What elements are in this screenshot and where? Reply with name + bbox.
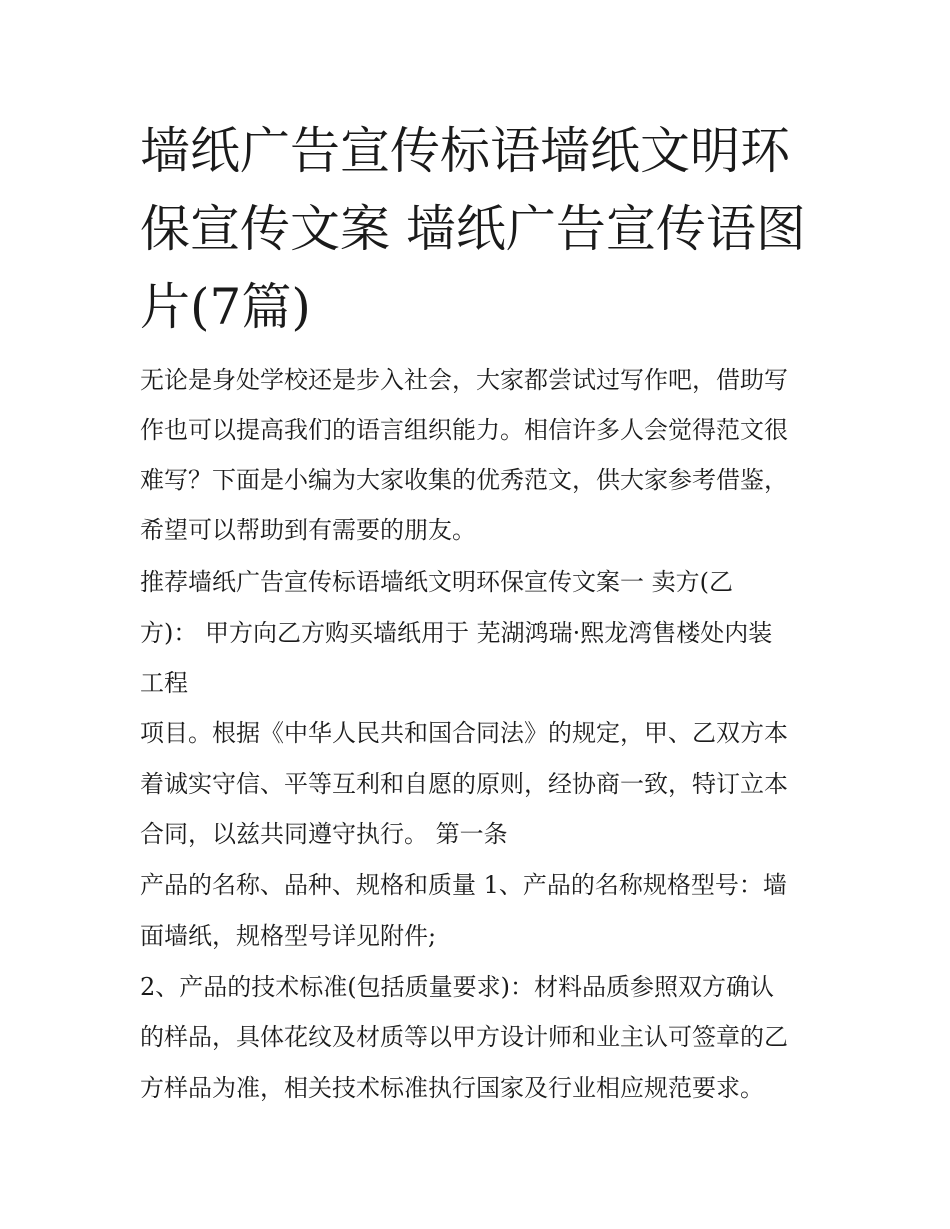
body-line: 方)： 甲方向乙方购买墙纸用于 芜湖鸿瑞·熙龙湾售楼处内装	[140, 619, 773, 647]
body-line: 着诚实守信、平等互利和自愿的原则，经协商一致，特订立本	[140, 770, 788, 798]
body-line: 希望可以帮助到有需要的朋友。	[140, 516, 476, 544]
body-line: 项目。根据《中华人民共和国合同法》的规定，甲、乙双方本	[140, 719, 788, 747]
body-line: 合同，以兹共同遵守执行。 第一条	[140, 820, 508, 848]
body-line: 难写？下面是小编为大家收集的优秀范文，供大家参考借鉴，	[140, 466, 788, 494]
body-line: 作也可以提高我们的语言组织能力。相信许多人会觉得范文很	[140, 416, 788, 444]
body-line: 面墙纸，规格型号详见附件;	[140, 922, 437, 950]
body-line: 方样品为准，相关技术标准执行国家及行业相应规范要求。	[140, 1074, 764, 1102]
body-line: 工程	[140, 669, 188, 697]
body-line: 2、产品的技术标准(包括质量要求)：材料品质参照双方确认	[140, 973, 774, 1001]
body-line: 产品的名称、品种、规格和质量 1、产品的名称规格型号：墙	[140, 871, 787, 899]
body-line: 的样品，具体花纹及材质等以甲方设计师和业主认可签章的乙	[140, 1023, 788, 1051]
body-line: 推荐墙纸广告宣传标语墙纸文明环保宣传文案一 卖方(乙	[140, 568, 733, 596]
body-line: 无论是身处学校还是步入社会，大家都尝试过写作吧，借助写	[140, 366, 788, 394]
document-title: 墙纸广告宣传标语墙纸文明环保宣传文案 墙纸广告宣传语图片(7篇)	[140, 122, 806, 336]
